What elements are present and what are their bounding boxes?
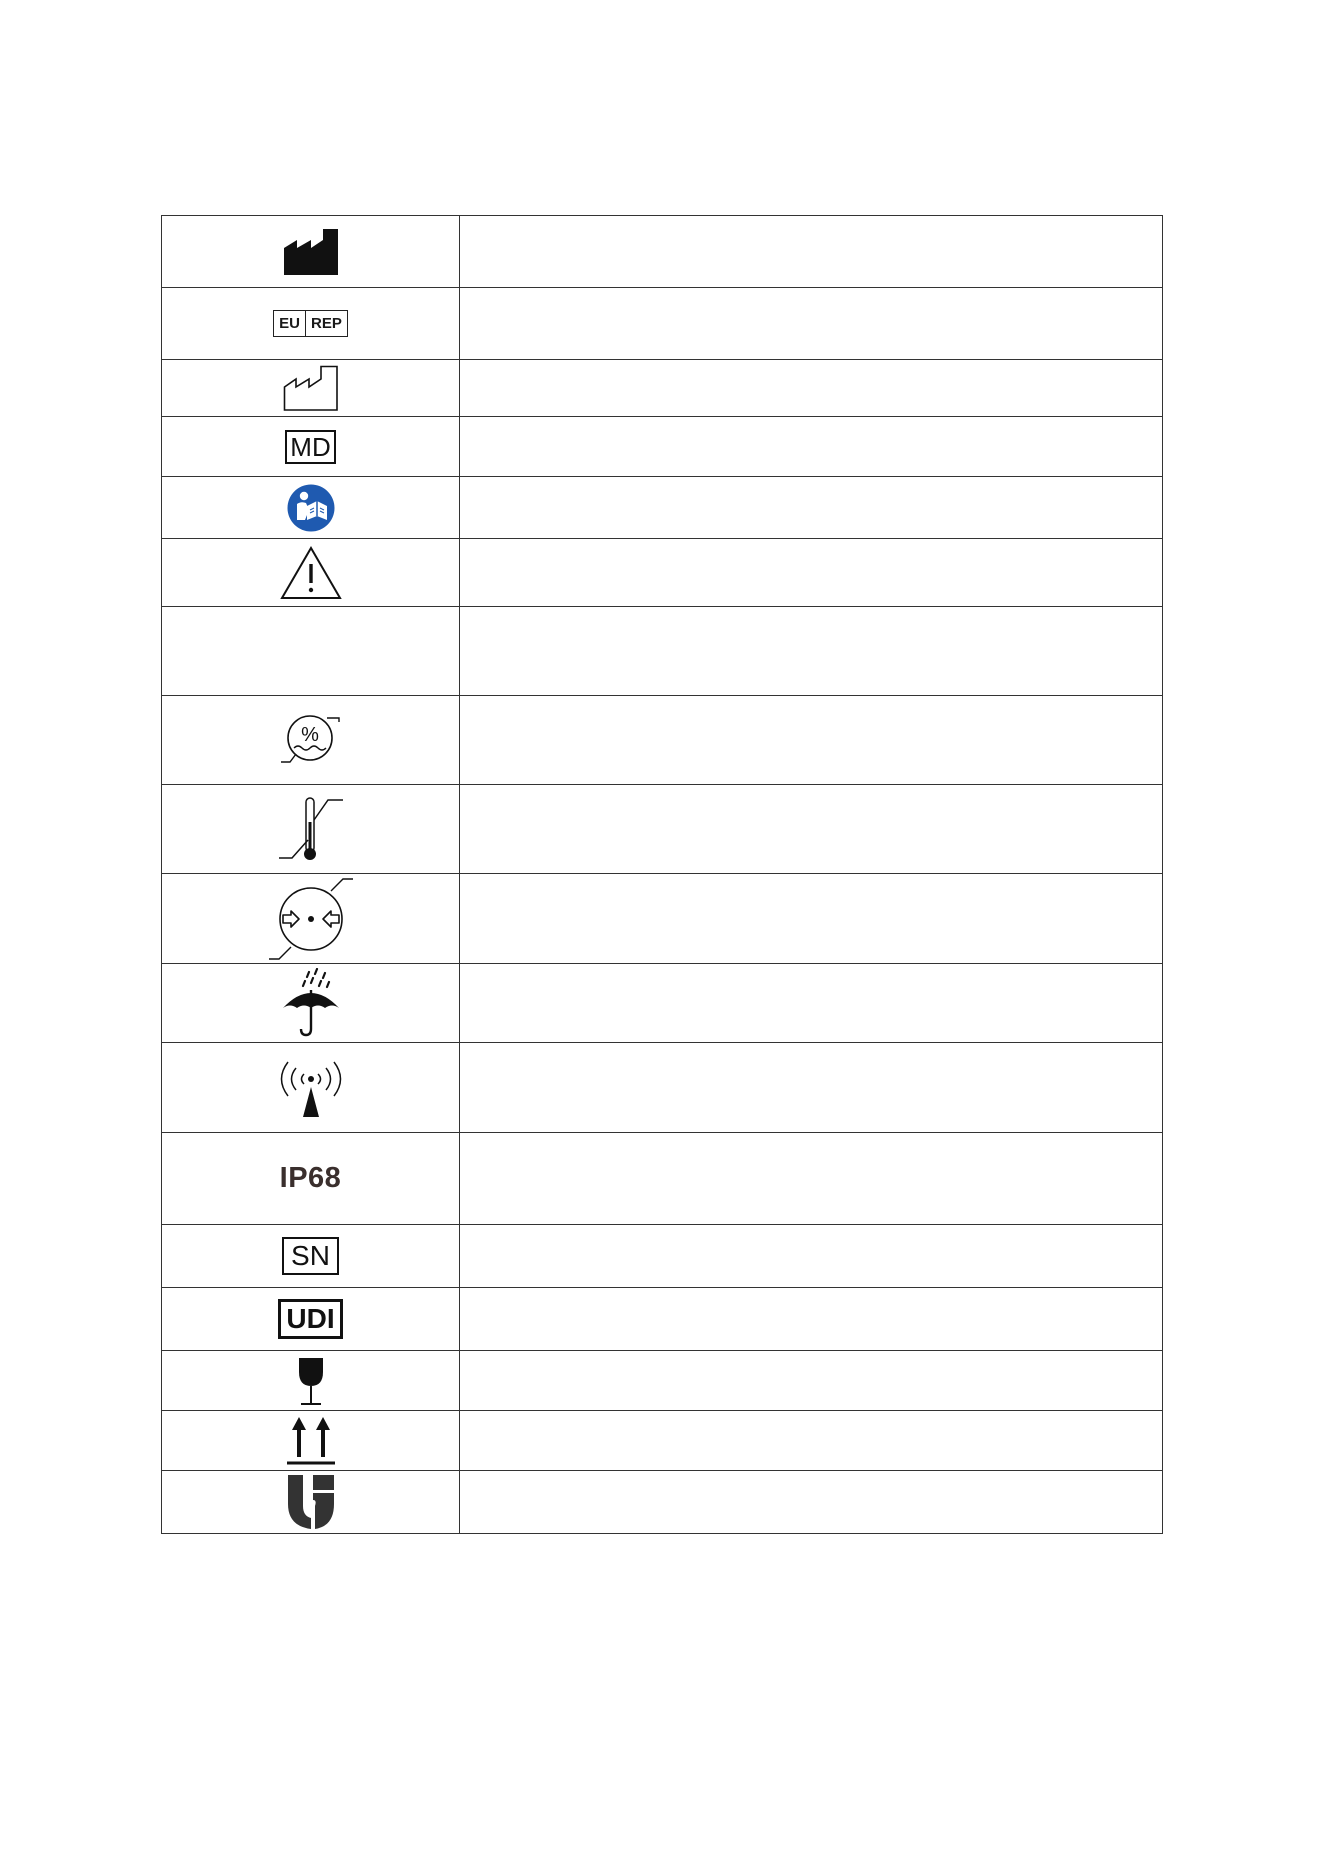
temperature-limit-icon xyxy=(278,796,344,862)
description-cell xyxy=(460,1411,1163,1471)
humidity-limit-icon xyxy=(280,714,342,766)
description-cell xyxy=(460,696,1163,785)
symbol-cell xyxy=(162,477,460,539)
unique-device-identifier-icon xyxy=(278,1299,342,1339)
description-cell xyxy=(460,1471,1163,1534)
non-ionizing-radiation-icon xyxy=(277,1057,345,1119)
medical-device-icon xyxy=(285,430,335,464)
description-cell xyxy=(460,477,1163,539)
symbol-cell xyxy=(162,1411,460,1471)
description-cell xyxy=(460,1043,1163,1133)
table-row xyxy=(162,1411,1163,1471)
description-cell xyxy=(460,964,1163,1043)
description-cell xyxy=(460,607,1163,696)
description-cell xyxy=(460,288,1163,360)
table-row xyxy=(162,1471,1163,1534)
symbol-cell xyxy=(162,288,460,360)
symbol-cell xyxy=(162,1043,460,1133)
table-row xyxy=(162,216,1163,288)
manufacturer-icon xyxy=(283,228,339,276)
consult-instructions-icon xyxy=(287,484,335,532)
atmospheric-pressure-limit-icon xyxy=(269,877,353,961)
percent-label: % xyxy=(300,724,319,746)
table-row xyxy=(162,417,1163,477)
table-row xyxy=(162,1225,1163,1288)
ingress-protection-icon: IP68 xyxy=(279,1162,342,1194)
symbol-cell xyxy=(162,1133,460,1225)
table-row xyxy=(162,1133,1163,1225)
table-row xyxy=(162,477,1163,539)
table-row xyxy=(162,874,1163,964)
udi-label: UDI xyxy=(286,1303,335,1334)
description-cell xyxy=(460,1351,1163,1411)
description-cell xyxy=(460,539,1163,607)
caution-icon xyxy=(280,546,342,600)
table-row xyxy=(162,288,1163,360)
description-cell xyxy=(460,874,1163,964)
fragile-icon xyxy=(295,1356,327,1406)
symbol-cell xyxy=(162,607,460,696)
description-cell xyxy=(460,1288,1163,1351)
symbol-cell xyxy=(162,360,460,417)
description-cell xyxy=(460,1225,1163,1288)
table-row xyxy=(162,785,1163,874)
company-logo-icon xyxy=(287,1474,335,1530)
symbol-cell xyxy=(162,216,460,288)
description-cell xyxy=(460,785,1163,874)
md-label: MD xyxy=(290,431,331,462)
table-row xyxy=(162,539,1163,607)
this-way-up-icon xyxy=(285,1415,337,1467)
symbol-cell xyxy=(162,785,460,874)
sn-label: SN xyxy=(291,1240,330,1271)
table-row xyxy=(162,964,1163,1043)
symbol-cell xyxy=(162,1288,460,1351)
symbol-cell xyxy=(162,964,460,1043)
table-row xyxy=(162,1043,1163,1133)
symbol-cell xyxy=(162,1225,460,1288)
date-of-manufacture-icon xyxy=(283,365,339,411)
symbol-cell xyxy=(162,1471,460,1534)
eu-label: EU xyxy=(279,315,300,332)
keep-dry-icon xyxy=(281,968,341,1038)
description-cell xyxy=(460,417,1163,477)
table-row xyxy=(162,360,1163,417)
table-row xyxy=(162,607,1163,696)
table-row xyxy=(162,1288,1163,1351)
serial-number-icon xyxy=(282,1237,339,1275)
symbol-cell xyxy=(162,539,460,607)
description-cell xyxy=(460,1133,1163,1225)
table-row xyxy=(162,696,1163,785)
symbol-cell xyxy=(162,1351,460,1411)
symbol-cell xyxy=(162,417,460,477)
symbol-cell xyxy=(162,874,460,964)
eu-rep-icon xyxy=(273,310,348,337)
description-cell xyxy=(460,360,1163,417)
symbol-cell xyxy=(162,696,460,785)
table-row xyxy=(162,1351,1163,1411)
description-cell xyxy=(460,216,1163,288)
symbols-table xyxy=(161,215,1163,1534)
rep-label: REP xyxy=(305,311,347,336)
